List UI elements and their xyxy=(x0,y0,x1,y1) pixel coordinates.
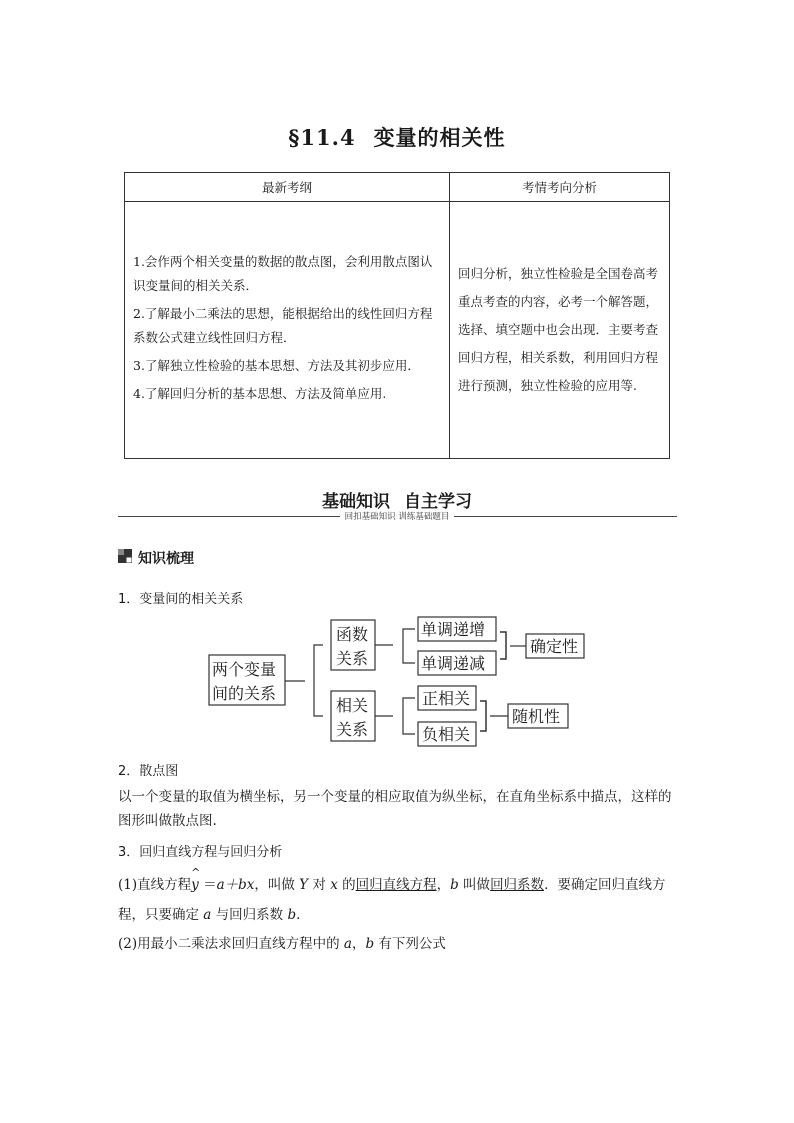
text-span: 叫做 xyxy=(458,877,491,893)
positive-corr-text: 正相关 xyxy=(422,689,471,708)
section-title xyxy=(0,487,794,512)
regression-paragraph-2 xyxy=(118,932,446,952)
root-text-1: 两个变量 xyxy=(212,660,277,679)
text-span: ，叫做 xyxy=(254,877,300,893)
analysis-cell: 回归分析，独立性检验是全国卷高考重点考查的内容，必考一个解答题，选择、填空题中也会出现．主要考查回归方程，相关系数，利用回归方程进行预测，独立性检验的应用等. xyxy=(450,202,670,459)
var-b: b xyxy=(450,877,459,893)
text-span: ， xyxy=(351,936,366,952)
increasing-text: 单调递增 xyxy=(421,620,486,639)
correlation-text-2: 关系 xyxy=(336,720,369,739)
var-a: a xyxy=(203,907,212,923)
text-span: ， xyxy=(436,877,451,893)
section-subtitle xyxy=(0,510,794,522)
table-body-row xyxy=(125,202,670,459)
syllabus-item: 1.会作两个相关变量的数据的散点图，会利用散点图认识变量间的相关关系． xyxy=(133,254,433,293)
title-number: §11.4 xyxy=(288,125,356,150)
heading-correlation: 1．变量间的相关关系 xyxy=(118,592,244,607)
var-b: b xyxy=(287,907,297,923)
function-text-1: 函数 xyxy=(336,625,369,644)
correlation-text-1: 相关 xyxy=(336,696,369,715)
page-title xyxy=(0,122,794,152)
var-Y: Y xyxy=(299,877,309,893)
header-exam-analysis: 考情考向分析 xyxy=(450,173,670,202)
header-latest-syllabus: 最新考纲 xyxy=(125,173,450,202)
term-regression-coef: 回归系数 xyxy=(490,877,545,893)
text-span: . xyxy=(296,907,301,923)
decreasing-text: 单调递减 xyxy=(421,654,486,673)
negative-corr-text: 负相关 xyxy=(422,725,471,744)
relation-diagram xyxy=(200,612,600,752)
regression-paragraph-1 xyxy=(118,870,688,930)
section-title-a: 基础知识 xyxy=(322,492,390,512)
text-span: 与回归系数 xyxy=(211,907,288,923)
var-a: a xyxy=(343,936,352,952)
table-header-row xyxy=(125,173,670,202)
outline-table xyxy=(124,172,670,459)
scatter-paragraph: 以一个变量的取值为横坐标，另一个变量的相应取值为纵坐标，在直角坐标系中描点，这样的图形叫做散点图. xyxy=(118,789,672,829)
var-x: x xyxy=(330,877,338,893)
section-title-b: 自主学习 xyxy=(404,492,472,512)
random-text: 随机性 xyxy=(512,707,561,726)
title-text: 变量的相关性 xyxy=(373,125,506,150)
knowledge-label: 知识梳理 xyxy=(138,551,194,567)
text-span: 的 xyxy=(337,877,356,893)
text-span: 对 xyxy=(308,877,331,893)
syllabus-item: 4.了解回归分析的基本思想、方法及简单应用. xyxy=(133,386,387,401)
y-hat: ^ y xyxy=(191,870,199,900)
text-span: ．要确定回归直线方程，只要确定 xyxy=(118,877,666,923)
text-span: ＝ xyxy=(203,877,217,893)
root-text-2: 间的关系 xyxy=(212,684,277,703)
deterministic-text: 确定性 xyxy=(530,637,579,656)
text-span: (1)直线方程 xyxy=(118,877,192,893)
knowledge-block-icon xyxy=(118,549,132,563)
var-b: b xyxy=(365,936,375,952)
syllabus-cell xyxy=(125,202,450,459)
function-text-2: 关系 xyxy=(336,649,369,668)
term-regression-line: 回归直线方程 xyxy=(355,877,437,893)
section-subtitle-text: 回扣基础知识 训练基础题目 xyxy=(340,512,455,522)
equation: a＋bx xyxy=(216,877,255,893)
syllabus-item: 2.了解最小二乘法的思想，能根据给出的线性回归方程系数公式建立线性回归方程． xyxy=(133,306,433,345)
text-span: 有下列公式 xyxy=(374,936,446,952)
heading-scatter: 2．散点图 xyxy=(118,764,179,779)
syllabus-item: 3.了解独立性检验的基本思想、方法及其初步应用． xyxy=(133,358,420,373)
text-span: (2)用最小二乘法求回归直线方程中的 xyxy=(118,936,344,952)
heading-regression: 3．回归直线方程与回归分析 xyxy=(118,845,283,860)
